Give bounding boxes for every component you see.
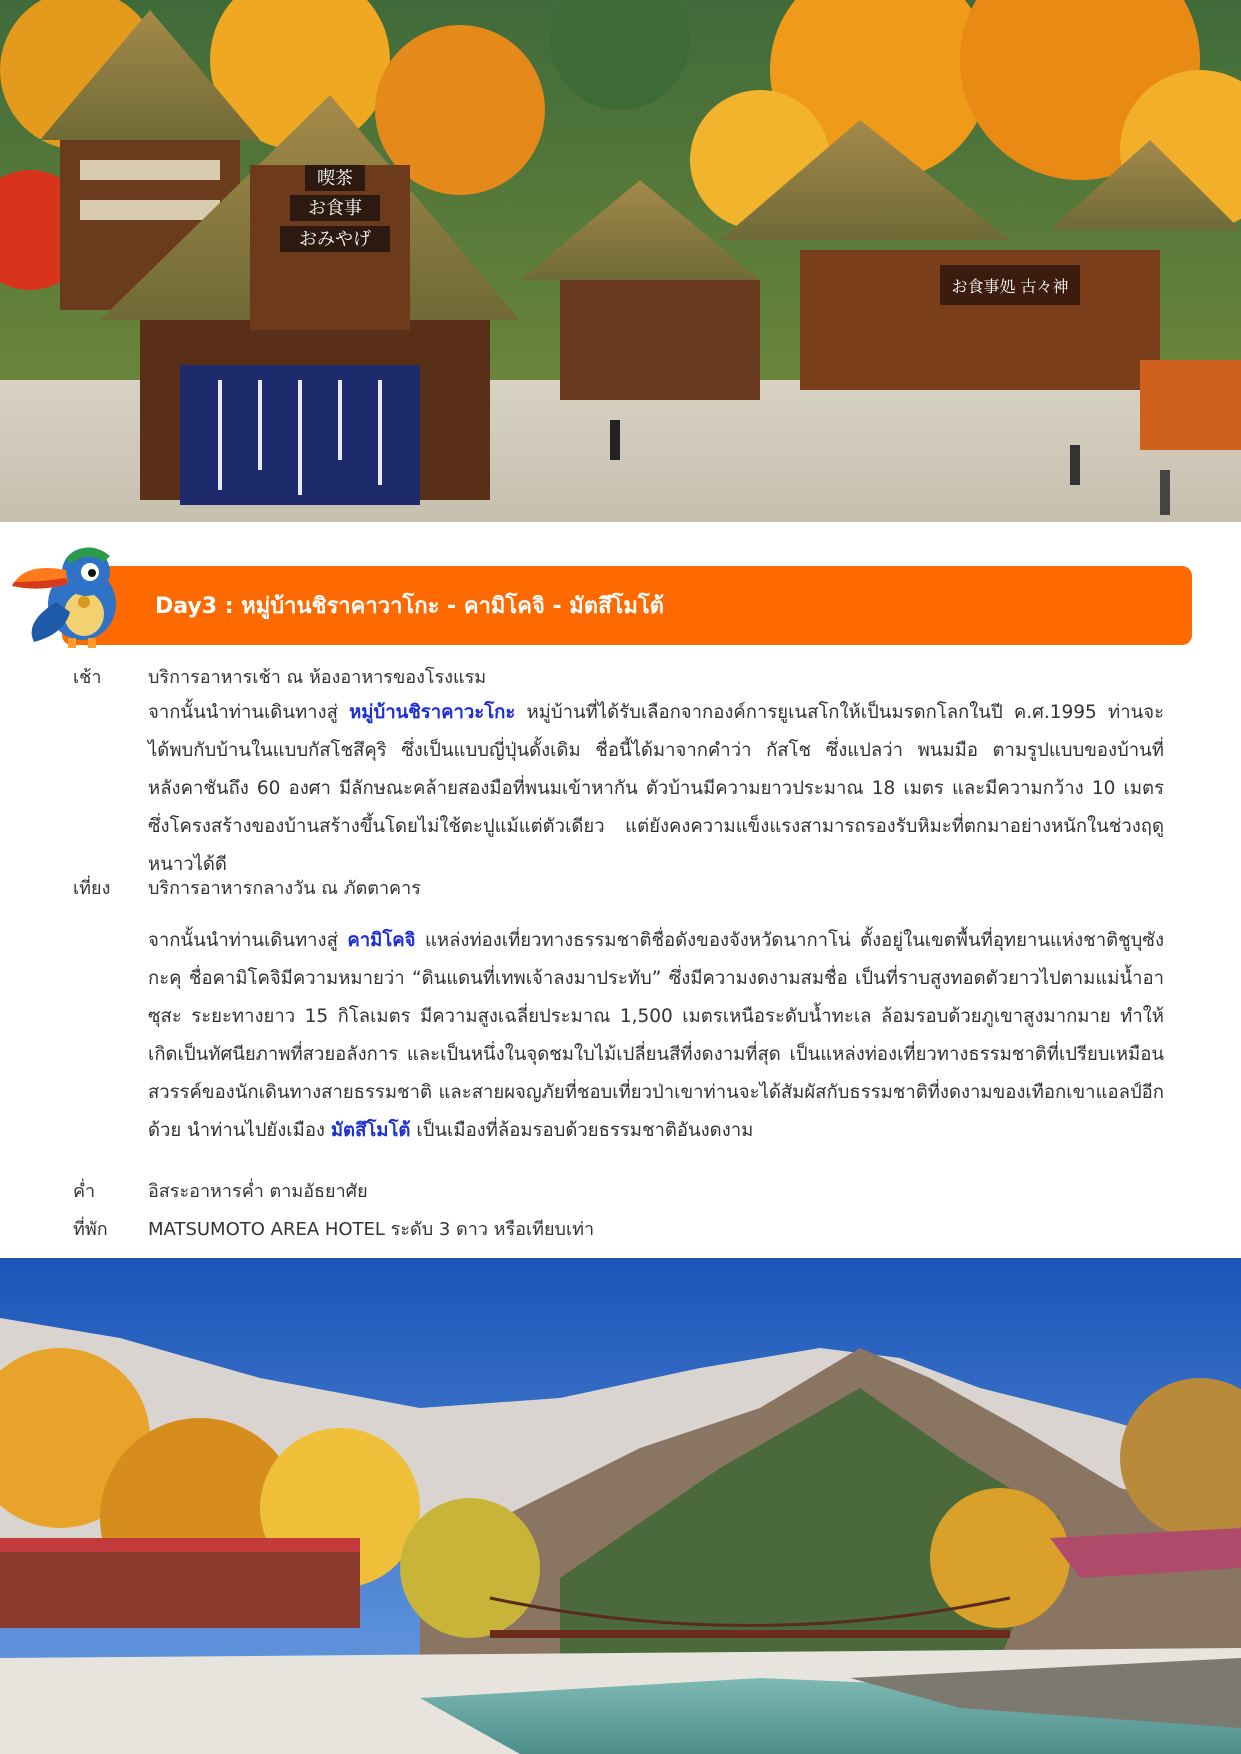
toucan-mascot-icon — [4, 542, 128, 652]
matsumoto-place-highlight: มัตสึโมโต้ — [330, 1120, 411, 1141]
day-title: Day3 : หมู่บ้านชิราคาวาโกะ - คามิโคจิ - มัตสึโมโต้ — [155, 594, 664, 619]
shirakawago-intro: จากนั้นนำท่านเดินทางสู่ — [148, 702, 350, 723]
hotel-text: MATSUMOTO AREA HOTEL ระดับ 3 ดาว หรือเทียบเท่า — [148, 1219, 595, 1240]
sign-oshokuji: お食事 — [308, 198, 362, 219]
kamikochi-paragraph — [148, 922, 1164, 1150]
shirakawago-paragraph — [148, 694, 1164, 884]
kamikochi-place-highlight: คามิโคจิ — [347, 930, 416, 951]
kamikochi-tail: เป็นเมืองที่ล้อมรอบด้วยธรรมชาติอันงดงาม — [410, 1120, 754, 1141]
kamikochi-body: แหล่งท่องเที่ยวทางธรรมชาติชื่อดังของจังหวัดนากาโน่ ตั้งอยู่ในเขตพื้นที่อุทยานแห่งชาติชูบุซังกะคุ ชื่อคามิโคจิมีความหมายว่า “ดินแดนที่เทพเจ้าลงมาประทับ” ซึ่งมีความงดงามสมชื่อ เป็นที่ราบสูงทอดตัวยาวไปตามแม่น้ำอาซุสะ ระยะทางยาว 15 กิโลเมตร มีความสูงเฉลี่ยประมาณ 1,500 เมตรเหนือระดับน้ำทะเล ล้อมรอบด้วยภูเขาสูงมากมาย ทำให้เกิดเป็นทัศนียภาพที่สวยอลังการ และเป็นหนึ่งในจุดชมใบไม้เปลี่ยนสีที่งดงามที่สุด เป็นแหล่งท่องเที่ยวทางธรรมชาติที่เปรียบเหมือนสวรรค์ของนักเดินทางสายธรรมชาติ และสายผจญภัยที่ชอบเที่ยวป่าเขาท่านจะได้สัมผัสกับธรรมชาติที่งดงามของเทือกเขาแอลป์อีกด้วย นำท่านไปยังเมือง — [148, 930, 1164, 1141]
label-breakfast: เช้า — [73, 667, 102, 688]
kamikochi-intro: จากนั้นนำท่านเดินทางสู่ — [148, 930, 348, 951]
dinner-text: อิสระอาหารค่ำ ตามอัธยาศัย — [148, 1181, 368, 1202]
sign-kissa: 喫茶 — [317, 168, 353, 189]
breakfast-text: บริการอาหารเช้า ณ ห้องอาหารของโรงแรม — [148, 667, 487, 688]
sign-right-restaurant: お食事処 古々神 — [951, 277, 1069, 296]
kamikochi-photo — [0, 1258, 1241, 1754]
lunch-text: บริการอาหารกลางวัน ณ ภัตตาคาร — [148, 878, 421, 899]
label-lunch: เที่ยง — [73, 878, 111, 899]
shirakawago-body: หมู่บ้านที่ได้รับเลือกจากองค์การยูเนสโกให้เป็นมรดกโลกในปี ค.ศ.1995 ท่านจะได้พบกับบ้านในแบบกัสโชสึคุริ ซึ่งเป็นแบบญี่ปุ่นดั้งเดิม ชื่อนี้ได้มาจากคำว่า กัสโช ซึ่งแปลว่า พนมมือ ตามรูปแบบของบ้านที่หลังคาชันถึง 60 องศา มีลักษณะคล้ายสองมือที่พนมเข้าหากัน ตัวบ้านมีความยาวประมาณ 18 เมตร และมีความกว้าง 10 เมตร ซึ่งโครงสร้างของบ้านสร้างขึ้นโดยไม่ใช้ตะปูแม้แต่ตัวเดียว แต่ยังคงความแข็งแรงสามารถรองรับหิมะที่ตกมาอย่างหนักในช่วงฤดูหนาวได้ดี — [148, 702, 1164, 875]
shirakawago-photo — [0, 0, 1241, 522]
label-hotel: ที่พัก — [73, 1219, 108, 1240]
shirakawago-place-highlight: หมู่บ้านชิราคาวะโกะ — [349, 702, 516, 723]
label-dinner: ค่ำ — [73, 1181, 96, 1202]
sign-omiyage: おみやげ — [299, 229, 371, 250]
